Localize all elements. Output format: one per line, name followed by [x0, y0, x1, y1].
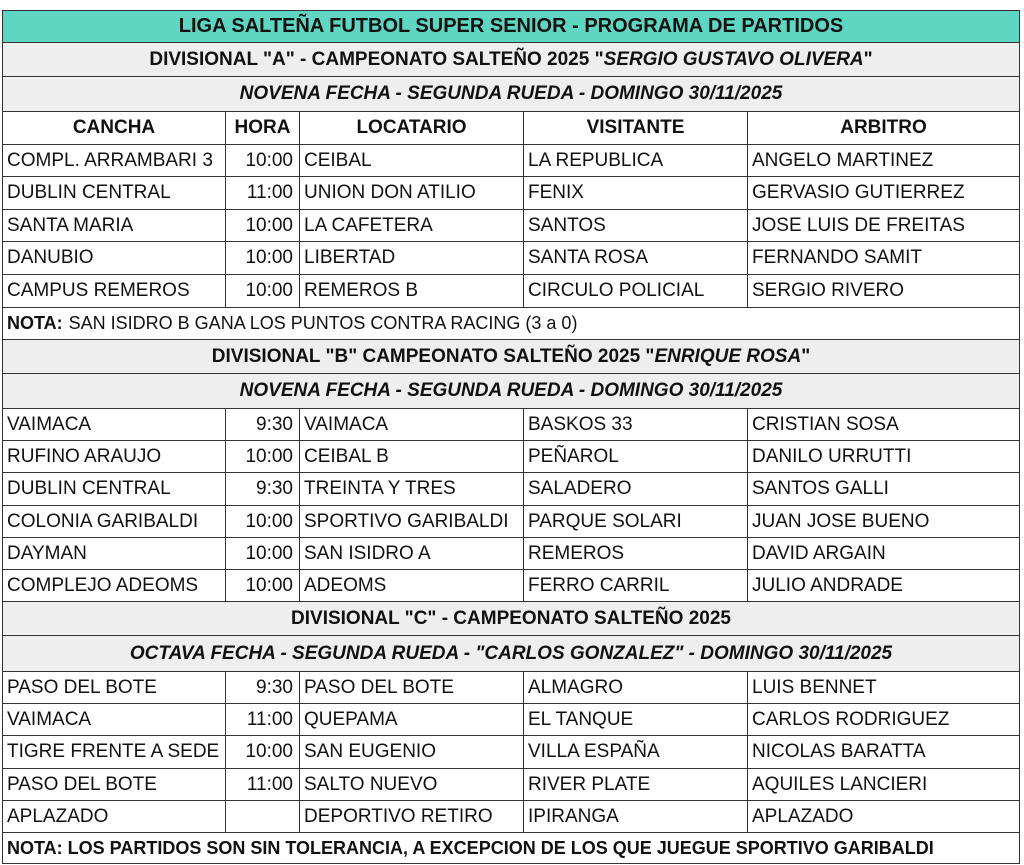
hora-cell: 11:00 — [226, 769, 300, 800]
division-b-honoree: ENRIQUE ROSA — [654, 345, 802, 367]
hora-cell: 10:00 — [226, 242, 300, 274]
hora-cell: 10:00 — [226, 441, 300, 472]
locatario-cell: SAN EUGENIO — [300, 736, 524, 768]
visitante-cell: RIVER PLATE — [524, 769, 748, 800]
locatario-cell: LIBERTAD — [300, 242, 524, 274]
visitante-cell: PEÑAROL — [524, 441, 748, 472]
visitante-cell: VILLA ESPAÑA — [524, 736, 748, 768]
visitante-cell: FENIX — [524, 177, 748, 209]
cancha-cell: VAIMACA — [3, 704, 226, 735]
division-c-title-text: DIVISIONAL "C" - CAMPEONATO SALTEÑO 2025 — [291, 607, 731, 629]
division-c-fecha-text: OCTAVA FECHA - SEGUNDA RUEDA - "CARLOS GONZALEZ" - DOMINGO 30/11/2025 — [129, 642, 893, 664]
cancha-cell: COMPLEJO ADEOMS — [3, 570, 226, 601]
match-row — [2, 145, 1020, 177]
match-row — [2, 506, 1020, 538]
match-row — [2, 769, 1020, 801]
header-hora: HORA — [226, 112, 300, 144]
match-row — [2, 801, 1020, 833]
division-a-honoree: SERGIO GUSTAVO OLIVERA — [603, 48, 864, 70]
header-arbitro: ARBITRO — [840, 117, 927, 138]
cancha-cell: SANTA MARIA — [3, 210, 226, 241]
locatario-cell: SALTO NUEVO — [300, 769, 524, 800]
cancha-cell: PASO DEL BOTE — [3, 769, 226, 800]
match-row — [2, 409, 1020, 441]
hora-cell: 10:00 — [226, 145, 300, 176]
league-title — [2, 10, 1020, 43]
arbitro-cell: CARLOS RODRIGUEZ — [752, 708, 950, 730]
match-row — [2, 242, 1020, 275]
note-label: NOTA: — [7, 313, 63, 333]
note-text: SAN ISIDRO B GANA LOS PUNTOS CONTRA RACING (3 a 0) — [68, 313, 578, 333]
match-row — [2, 177, 1020, 210]
division-b-title-suffix: " — [801, 345, 811, 367]
match-row — [2, 704, 1020, 736]
division-b-fecha — [2, 374, 1020, 409]
match-row — [2, 538, 1020, 570]
hora-cell: 10:00 — [226, 736, 300, 768]
arbitro-cell: SANTOS GALLI — [752, 478, 889, 499]
division-b-fecha-text: NOVENA FECHA - SEGUNDA RUEDA - DOMINGO 30/11/2025 — [239, 380, 783, 401]
arbitro-cell: LUIS BENNET — [752, 676, 877, 698]
visitante-cell: SALADERO — [524, 473, 748, 505]
visitante-cell: SANTOS — [524, 210, 748, 241]
locatario-cell: UNION DON ATILIO — [300, 177, 524, 209]
locatario-cell: ADEOMS — [300, 570, 524, 601]
match-row — [2, 275, 1020, 308]
locatario-cell: QUEPAMA — [300, 704, 524, 735]
locatario-cell: CEIBAL — [300, 145, 524, 176]
header-locatario: LOCATARIO — [300, 112, 524, 144]
cancha-cell: TIGRE FRENTE A SEDE — [3, 736, 226, 768]
cancha-cell: COLONIA GARIBALDI — [3, 506, 226, 537]
visitante-cell: PARQUE SOLARI — [524, 506, 748, 537]
hora-cell: 10:00 — [226, 570, 300, 601]
division-a-title — [2, 43, 1020, 77]
cancha-cell: PASO DEL BOTE — [3, 672, 226, 703]
hora-cell: 9:30 — [226, 409, 300, 440]
arbitro-cell: JOSE LUIS DE FREITAS — [752, 214, 965, 236]
visitante-cell: SANTA ROSA — [524, 242, 748, 274]
hora-cell: 9:30 — [226, 672, 300, 703]
division-c-fecha — [2, 636, 1020, 672]
visitante-cell: CIRCULO POLICIAL — [524, 275, 748, 307]
hora-cell: 10:00 — [226, 210, 300, 241]
cancha-cell: CAMPUS REMEROS — [3, 275, 226, 307]
locatario-cell: SAN ISIDRO A — [300, 538, 524, 569]
arbitro-cell: APLAZADO — [752, 805, 854, 827]
match-row — [2, 473, 1020, 506]
cancha-cell: DAYMAN — [3, 538, 226, 569]
division-a-note — [2, 308, 1020, 340]
locatario-cell: REMEROS B — [300, 275, 524, 307]
arbitro-cell: JULIO ANDRADE — [752, 574, 903, 596]
hora-cell: 10:00 — [226, 275, 300, 307]
match-row — [2, 570, 1020, 602]
header-cancha: CANCHA — [3, 112, 226, 144]
visitante-cell: IPIRANGA — [524, 801, 748, 832]
cancha-cell: VAIMACA — [3, 409, 226, 440]
arbitro-cell: DANILO URRUTTI — [752, 445, 912, 467]
header-visitante: VISITANTE — [524, 112, 748, 144]
division-b-title-prefix: DIVISIONAL "B" CAMPEONATO SALTEÑO 2025 " — [211, 345, 655, 367]
division-b-title — [2, 340, 1020, 374]
division-a-title-prefix: DIVISIONAL "A" - CAMPEONATO SALTEÑO 2025 " — [149, 48, 604, 70]
division-a-fecha — [2, 77, 1020, 112]
match-row — [2, 672, 1020, 704]
hora-cell: 11:00 — [226, 177, 300, 209]
cancha-cell: RUFINO ARAUJO — [3, 441, 226, 472]
visitante-cell: LA REPUBLICA — [524, 145, 748, 176]
locatario-cell: TREINTA Y TRES — [300, 473, 524, 505]
arbitro-cell: DAVID ARGAIN — [752, 542, 886, 564]
hora-cell: 10:00 — [226, 506, 300, 537]
locatario-cell: PASO DEL BOTE — [300, 672, 524, 703]
match-row — [2, 441, 1020, 473]
final-note — [2, 833, 1020, 864]
division-a-fecha-text: NOVENA FECHA - SEGUNDA RUEDA - DOMINGO 30/11/2025 — [239, 83, 783, 104]
arbitro-cell: FERNANDO SAMIT — [752, 247, 922, 268]
cancha-cell: DUBLIN CENTRAL — [3, 177, 226, 209]
arbitro-cell: ANGELO MARTINEZ — [752, 149, 934, 171]
match-row — [2, 210, 1020, 242]
visitante-cell: REMEROS — [524, 538, 748, 569]
league-title-text: LIGA SALTEÑA FUTBOL SUPER SENIOR - PROGRAMA DE PARTIDOS — [178, 15, 844, 37]
visitante-cell: FERRO CARRIL — [524, 570, 748, 601]
visitante-cell: BASKOS 33 — [524, 409, 748, 440]
locatario-cell: DEPORTIVO RETIRO — [300, 801, 524, 832]
arbitro-cell: CRISTIAN SOSA — [752, 413, 899, 435]
arbitro-cell: NICOLAS BARATTA — [752, 741, 926, 762]
column-header-row — [2, 112, 1020, 145]
division-c-title — [2, 602, 1020, 636]
locatario-cell: CEIBAL B — [300, 441, 524, 472]
arbitro-cell: SERGIO RIVERO — [752, 280, 905, 301]
hora-cell — [226, 801, 300, 832]
division-a-title-suffix: " — [863, 48, 873, 70]
hora-cell: 9:30 — [226, 473, 300, 505]
arbitro-cell: GERVASIO GUTIERREZ — [752, 182, 965, 203]
cancha-cell: DANUBIO — [3, 242, 226, 274]
visitante-cell: EL TANQUE — [524, 704, 748, 735]
cancha-cell: COMPL. ARRAMBARI 3 — [3, 145, 226, 176]
match-row — [2, 736, 1020, 769]
arbitro-cell: JUAN JOSE BUENO — [752, 510, 930, 532]
locatario-cell: LA CAFETERA — [300, 210, 524, 241]
final-note-text: NOTA: LOS PARTIDOS SON SIN TOLERANCIA, A EXCEPCION DE LOS QUE JUEGUE SPORTIVO GARIBALDI — [7, 837, 934, 858]
locatario-cell: VAIMACA — [300, 409, 524, 440]
visitante-cell: ALMAGRO — [524, 672, 748, 703]
locatario-cell: SPORTIVO GARIBALDI — [300, 506, 524, 537]
arbitro-cell: AQUILES LANCIERI — [752, 773, 928, 795]
cancha-cell: DUBLIN CENTRAL — [3, 473, 226, 505]
cancha-cell: APLAZADO — [3, 801, 226, 832]
hora-cell: 10:00 — [226, 538, 300, 569]
hora-cell: 11:00 — [226, 704, 300, 735]
